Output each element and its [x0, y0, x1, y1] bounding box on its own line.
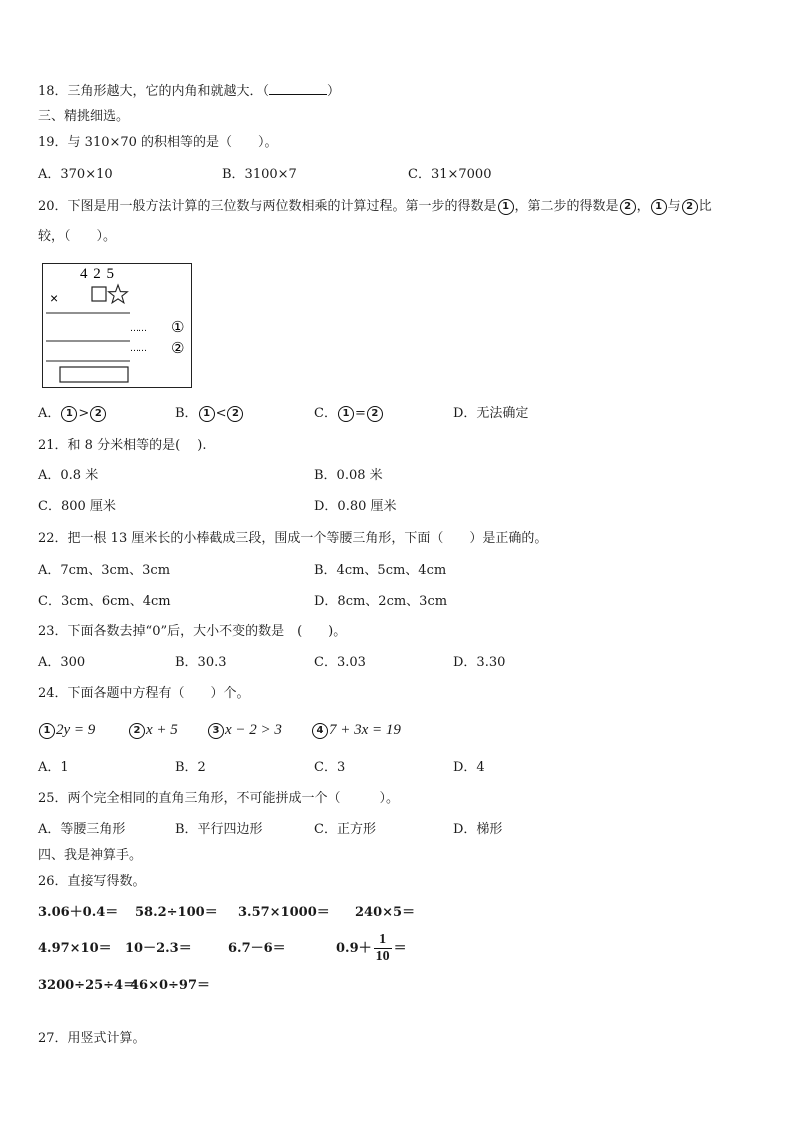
- calc-item[interactable]: 3.06＋0.4＝: [38, 905, 119, 920]
- question-18: [38, 82, 340, 101]
- calc-suffix: ＝: [393, 941, 407, 956]
- multiplication-figure: [42, 263, 192, 388]
- q21-option-b[interactable]: B．0.08 米: [314, 468, 383, 483]
- circled-2: 2: [367, 406, 383, 422]
- circled-2: 2: [129, 723, 145, 739]
- calc-item[interactable]: 10－2.3＝: [125, 941, 192, 956]
- fraction-numerator: 1: [374, 932, 392, 949]
- q25-option-d[interactable]: D．梯形: [453, 822, 503, 837]
- greater-than: >: [78, 406, 90, 421]
- equation-3: [207, 721, 282, 740]
- star-icon: [109, 285, 128, 303]
- option-letter: B．: [175, 406, 198, 421]
- answer-blank[interactable]: [269, 82, 327, 95]
- q21-option-d[interactable]: D．0.80 厘米: [314, 499, 397, 514]
- equation-4: [311, 721, 401, 740]
- fraction-denominator: 10: [375, 949, 390, 964]
- q20-option-d[interactable]: D．无法确定: [453, 406, 529, 421]
- q23-option-d[interactable]: D．3.30: [453, 655, 506, 670]
- question-24-text: 24．下面各题中方程有（ ）个。: [38, 686, 250, 701]
- circled-1: 1: [39, 723, 55, 739]
- question-23-text: 23．下面各数去掉“0”后，大小不变的数是 ( )。: [38, 624, 347, 639]
- question-26-text: 26．直接写得数。: [38, 874, 146, 889]
- question-27-text: 27．用竖式计算。: [38, 1031, 146, 1046]
- question-25-text: 25．两个完全相同的直角三角形，不可能拼成一个（ ）。: [38, 791, 400, 806]
- multiplicand: 4 2 5: [80, 266, 115, 282]
- q20-text-a: 20．下图是用一般方法计算的三位数与两位数相乘的计算过程。第一步的得数是: [38, 199, 497, 214]
- q20-text-e: 比: [698, 199, 712, 214]
- equation-2-expr: x + 5: [146, 722, 178, 738]
- q24-option-a[interactable]: A．1: [38, 760, 69, 775]
- q21-option-a[interactable]: A．0.8 米: [38, 468, 99, 483]
- q22-option-b[interactable]: B．4cm、5cm、4cm: [314, 563, 447, 578]
- q24-option-d[interactable]: D．4: [453, 760, 485, 775]
- q20-option-c[interactable]: [314, 405, 384, 423]
- circled-1: 1: [651, 199, 667, 215]
- q19-option-b[interactable]: B．3100×7: [222, 167, 297, 182]
- calc-item[interactable]: 4.97×10＝: [38, 941, 112, 956]
- fraction: [374, 932, 392, 965]
- q19-option-a[interactable]: A．370×10: [38, 167, 113, 182]
- q24-option-c[interactable]: C．3: [314, 760, 346, 775]
- q20-option-b[interactable]: [175, 405, 244, 423]
- question-18-text: 18．三角形越大，它的内角和就越大．（: [38, 84, 270, 99]
- q23-option-c[interactable]: C．3.03: [314, 655, 366, 670]
- calc-item[interactable]: 3200÷25÷4＝: [38, 978, 137, 993]
- circled-1: 1: [498, 199, 514, 215]
- q19-option-c[interactable]: C．31×7000: [408, 167, 492, 182]
- q25-option-b[interactable]: B．平行四边形: [175, 822, 263, 837]
- calc-item[interactable]: 240×5＝: [355, 905, 416, 920]
- less-than: <: [215, 406, 227, 421]
- circled-4: 4: [312, 723, 328, 739]
- q23-option-a[interactable]: A．300: [38, 655, 86, 670]
- q22-option-a[interactable]: A．7cm、3cm、3cm: [38, 563, 171, 578]
- circled-3: 3: [208, 723, 224, 739]
- circled-2: 2: [620, 199, 636, 215]
- result-box: [60, 367, 128, 382]
- circled-2: 2: [227, 406, 243, 422]
- figure-border: [43, 264, 192, 388]
- calc-item[interactable]: 46×0÷97＝: [130, 978, 211, 993]
- q20-text-c: ，: [636, 199, 650, 214]
- question-21-text: 21．和 8 分米相等的是( ).: [38, 438, 207, 453]
- step-2-label: ②: [171, 339, 185, 357]
- dots-1: ……: [130, 324, 146, 334]
- calc-prefix: 0.9＋: [336, 941, 372, 956]
- square-icon: [92, 287, 106, 301]
- equation-3-expr: x − 2 > 3: [225, 722, 282, 738]
- section-3-heading: 三、精挑细选。: [38, 109, 130, 124]
- equation-2: [128, 721, 178, 740]
- calc-item[interactable]: 6.7－6＝: [228, 941, 286, 956]
- calc-item[interactable]: 58.2÷100＝: [135, 905, 218, 920]
- circled-2: 2: [682, 199, 698, 215]
- question-20-line2: 较，（ ）。: [38, 229, 117, 244]
- q21-option-c[interactable]: C．800 厘米: [38, 499, 116, 514]
- q20-text-d: 与: [667, 199, 681, 214]
- q22-option-d[interactable]: D．8cm、2cm、3cm: [314, 594, 448, 609]
- equation-4-expr: 7 + 3x = 19: [329, 722, 401, 738]
- step-1-label: ①: [171, 318, 185, 336]
- question-20-line1: [38, 198, 712, 216]
- question-19-text: 19．与 310×70 的积相等的是（ ）。: [38, 135, 278, 150]
- dots-2: ……: [130, 344, 146, 354]
- q25-option-c[interactable]: C．正方形: [314, 822, 376, 837]
- q22-option-c[interactable]: C．3cm、6cm、4cm: [38, 594, 171, 609]
- section-4-heading: 四、我是神算手。: [38, 848, 143, 863]
- q20-text-b: ，第二步的得数是: [514, 199, 619, 214]
- question-22-text: 22．把一根 13 厘米长的小棒截成三段，围成一个等腰三角形，下面（ ）是正确的。: [38, 531, 548, 546]
- equation-1: [38, 721, 95, 740]
- circled-2: 2: [90, 406, 106, 422]
- circled-1: 1: [199, 406, 215, 422]
- equals: =: [354, 406, 366, 421]
- option-letter: A．: [38, 406, 61, 421]
- times-sign: ×: [50, 290, 59, 306]
- q25-option-a[interactable]: A．等腰三角形: [38, 822, 126, 837]
- q24-option-b[interactable]: B．2: [175, 760, 206, 775]
- question-18-close: ）: [327, 84, 341, 99]
- option-letter: C．: [314, 406, 337, 421]
- calc-item[interactable]: 3.57×1000＝: [238, 905, 330, 920]
- calc-item-fraction[interactable]: [336, 931, 407, 967]
- circled-1: 1: [338, 406, 354, 422]
- circled-1: 1: [61, 406, 77, 422]
- equation-1-expr: 2y = 9: [56, 722, 96, 738]
- q20-option-a[interactable]: [38, 405, 107, 423]
- q23-option-b[interactable]: B．30.3: [175, 655, 227, 670]
